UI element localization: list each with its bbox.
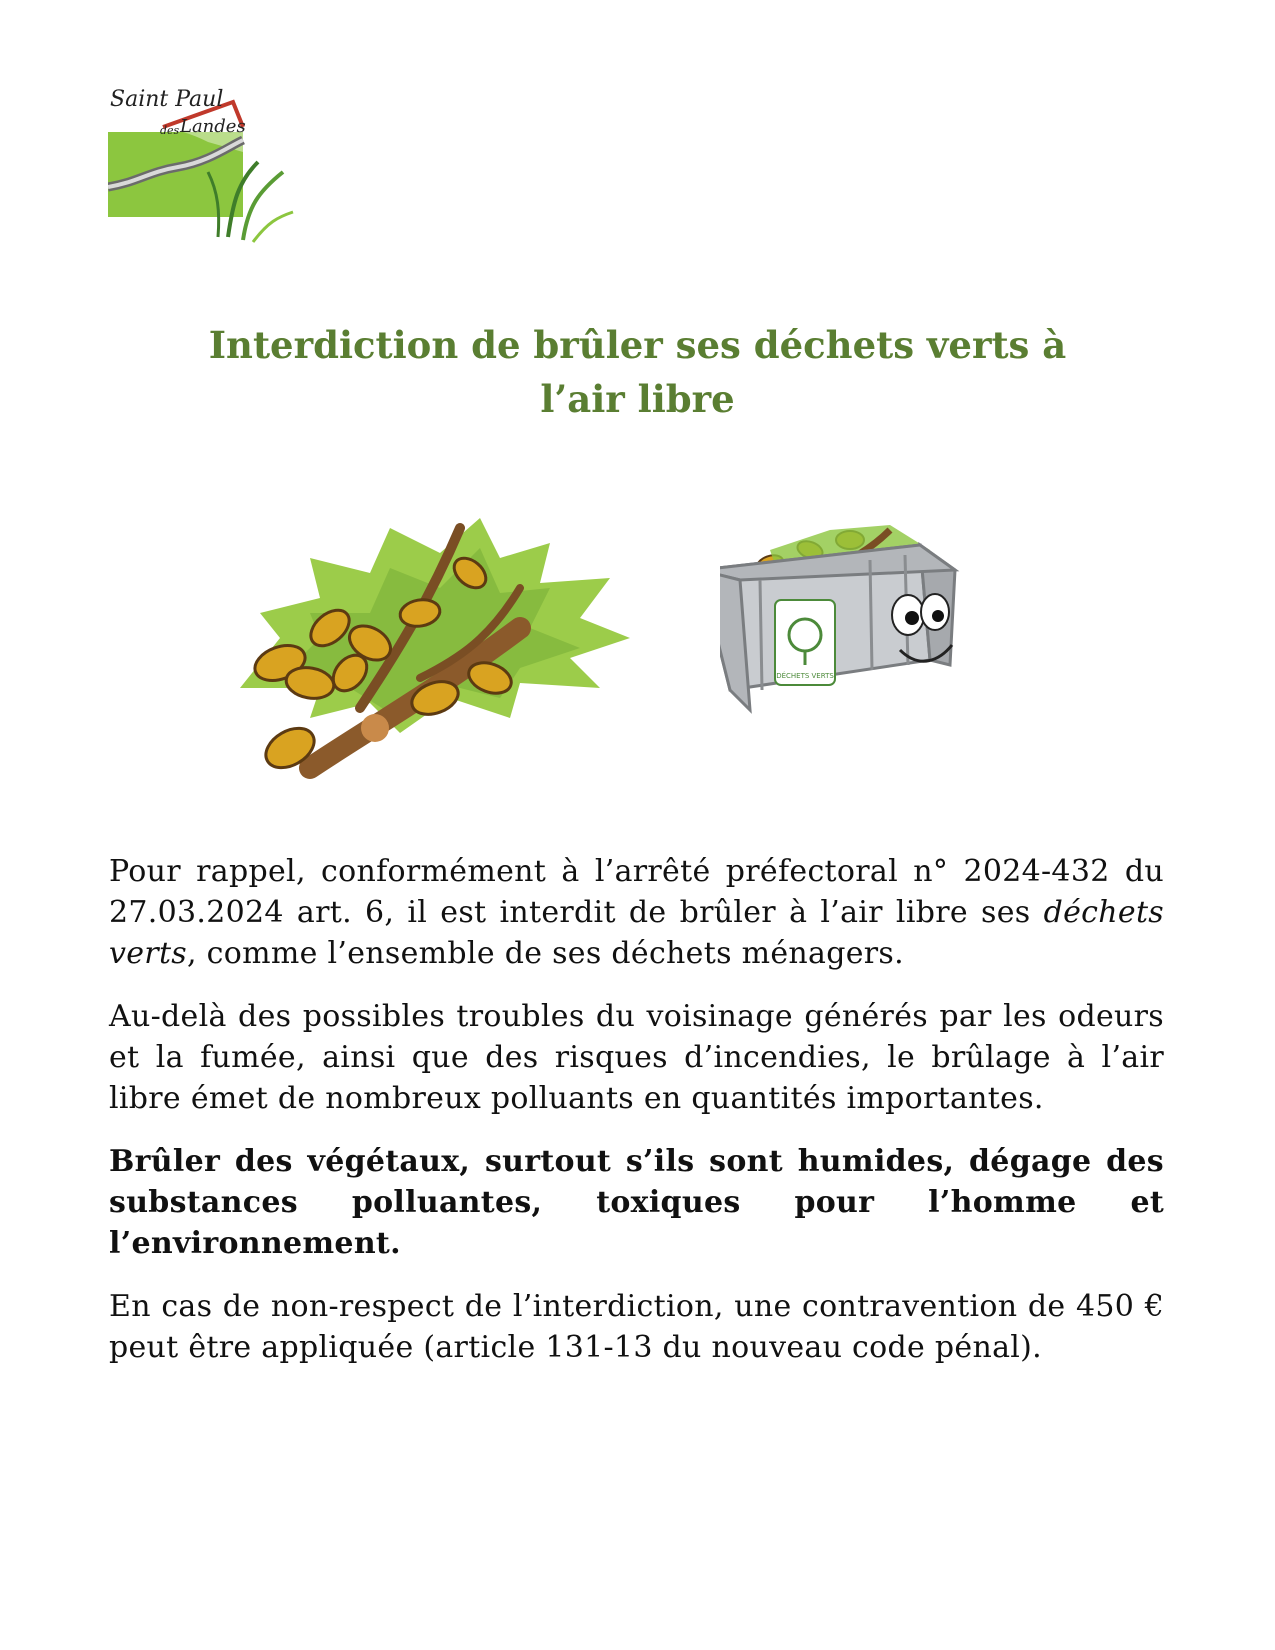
- municipality-logo-icon: [108, 72, 298, 252]
- page-title: [80, 318, 1195, 426]
- document-body: [109, 851, 1164, 1390]
- paragraph-reminder: [109, 851, 1164, 974]
- container-icon: [720, 520, 1020, 780]
- paragraph-reminder-text-1: Pour rappel, conformément à l’arrêté préfectoral n° 2024-432 du 27.03.2024 art. 6, il est interdit de brûler à l’air libre ses: [109, 854, 1164, 930]
- container-label: DÉCHETS VERTS: [776, 672, 834, 680]
- leaves-icon: [220, 518, 645, 788]
- green-waste-container-illustration: [720, 520, 1020, 780]
- page-title-line1: Interdiction de brûler ses déchets verts à: [208, 323, 1067, 367]
- paragraph-reminder-text-2: , comme l’ensemble de ses déchets ménagers.: [187, 936, 904, 971]
- page-title-line2: l’air libre: [540, 377, 735, 421]
- paragraph-toxicity-warning: Brûler des végétaux, surtout s’ils sont humides, dégage des substances polluantes, toxiques pour l’homme et l’environnement.: [109, 1144, 1164, 1261]
- logo-text-line1: Saint Paul: [110, 87, 224, 112]
- paragraph-reminder-italic: déchets verts: [109, 895, 1164, 971]
- logo-text-line2: des: [160, 124, 180, 137]
- municipality-logo: [108, 72, 298, 252]
- green-waste-leaves-illustration: [220, 518, 645, 788]
- paragraph-nuisances: Au-delà des possibles troubles du voisinage générés par les odeurs et la fumée, ainsi que des risques d’incendies, le brûlage à l’air libre émet de nombreux polluants en quantités importantes.: [109, 999, 1164, 1116]
- paragraph-penalty: En cas de non-respect de l’interdiction, une contravention de 450 € peut être appliquée (article 131-13 du nouveau code pénal).: [109, 1289, 1164, 1365]
- logo-text-line3: Landes: [180, 116, 246, 137]
